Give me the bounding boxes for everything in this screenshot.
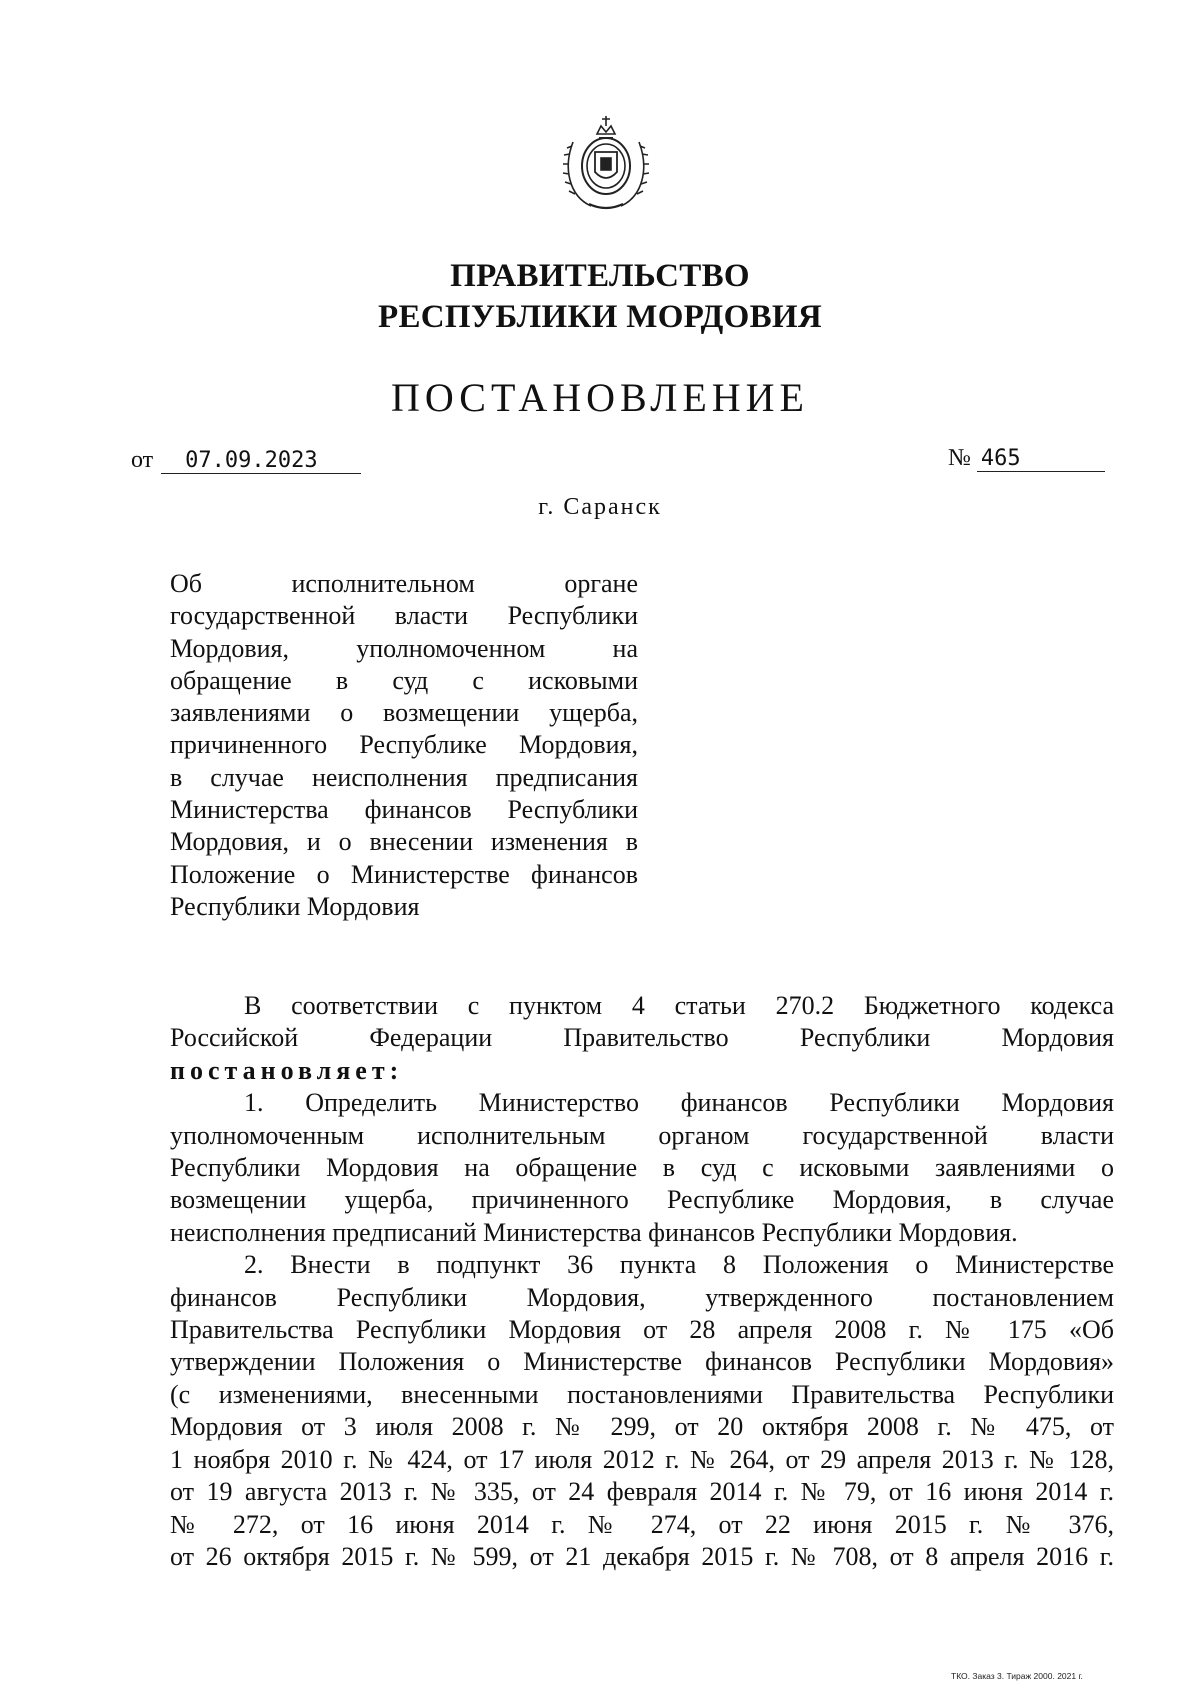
item2-line: (с изменениями, внесенными постановлениями Правительства Республики [170, 1379, 1114, 1409]
number-prefix: № [948, 445, 971, 471]
document-type: ПОСТАНОВЛЕНИЕ [391, 375, 809, 420]
item2-line: 1 ноября 2010 г. № 424, от 17 июля 2012 г. № 264, от 29 апреля 2013 г. № 128, [170, 1444, 1114, 1474]
item1-line: 1. Определить Министерство финансов Республики Мордовия [244, 1088, 1114, 1118]
subject-line: Об исполнительном органе [170, 569, 638, 598]
government-title-line1: ПРАВИТЕЛЬСТВО [450, 258, 750, 294]
subject-line: Министерства финансов Республики [170, 795, 638, 825]
subject-line: обращение в суд с исковыми [170, 665, 638, 695]
document-body [170, 990, 1114, 1573]
date-row [131, 447, 361, 474]
government-title-line2: РЕСПУБЛИКИ МОРДОВИЯ [377, 299, 822, 335]
document-subject [170, 568, 638, 923]
document-number: 465 [977, 446, 1105, 472]
item2-line: утверждении Положения о Министерстве финансов Республики Мордовия» [170, 1347, 1114, 1377]
subject-line: заявлениями о возмещении ущерба, [170, 698, 638, 728]
item2-line: Мордовия от 3 июля 2008 г. № 299, от 20 октября 2008 г. № 475, от [170, 1412, 1114, 1442]
subject-line: Республики Мордовия [170, 891, 420, 921]
subject-line: государственной власти Республики [170, 601, 638, 631]
item1-line: неисполнения предписаний Министерства финансов Республики Мордовия. [170, 1217, 1018, 1247]
document-date: 07.09.2023 [161, 448, 361, 474]
subject-line: Мордовия, уполномоченном на [170, 633, 638, 663]
item2-line: № 272, от 16 июня 2014 г. № 274, от 22 июня 2015 г. № 376, [170, 1509, 1114, 1539]
item2-line: 2. Внести в подпункт 36 пункта 8 Положения о Министерстве [244, 1250, 1114, 1280]
item1-line: возмещении ущерба, причиненного Республике Мордовия, в случае [170, 1185, 1114, 1215]
coat-of-arms-icon [561, 108, 651, 212]
preamble-line: Российской Федерации Правительство Республики Мордовия [170, 1023, 1114, 1053]
preamble-line: В соответствии с пунктом 4 статьи 270.2 Бюджетного кодекса [244, 991, 1114, 1020]
date-prefix: от [131, 447, 154, 473]
item2-line: финансов Республики Мордовия, утвержденного постановлением [170, 1282, 1114, 1312]
city: г. Саранск [538, 494, 662, 520]
item2-line: от 19 августа 2013 г. № 335, от 24 февраля 2014 г. № 79, от 16 июня 2014 г. [170, 1477, 1114, 1507]
item1-line: уполномоченным исполнительным органом государственной власти [170, 1120, 1114, 1150]
subject-line: причиненного Республике Мордовия, [170, 730, 638, 760]
subject-line: Положение о Министерстве финансов [170, 859, 638, 889]
item1-line: Республики Мордовия на обращение в суд с исковыми заявлениями о [170, 1153, 1114, 1183]
decree-word: постановляет: [170, 1055, 404, 1085]
subject-line: в случае неисполнения предписания [170, 762, 638, 792]
number-row [948, 445, 1105, 472]
item2-line: от 26 октября 2015 г. № 599, от 21 декабря 2015 г. № 708, от 8 апреля 2016 г. [170, 1541, 1114, 1571]
subject-line: Мордовия, и о внесении изменения в [170, 827, 638, 857]
item2-line: Правительства Республики Мордовия от 28 апреля 2008 г. № 175 «Об [170, 1315, 1114, 1345]
print-info: ТКО. Заказ 3. Тираж 2000. 2021 г. [951, 1671, 1083, 1681]
